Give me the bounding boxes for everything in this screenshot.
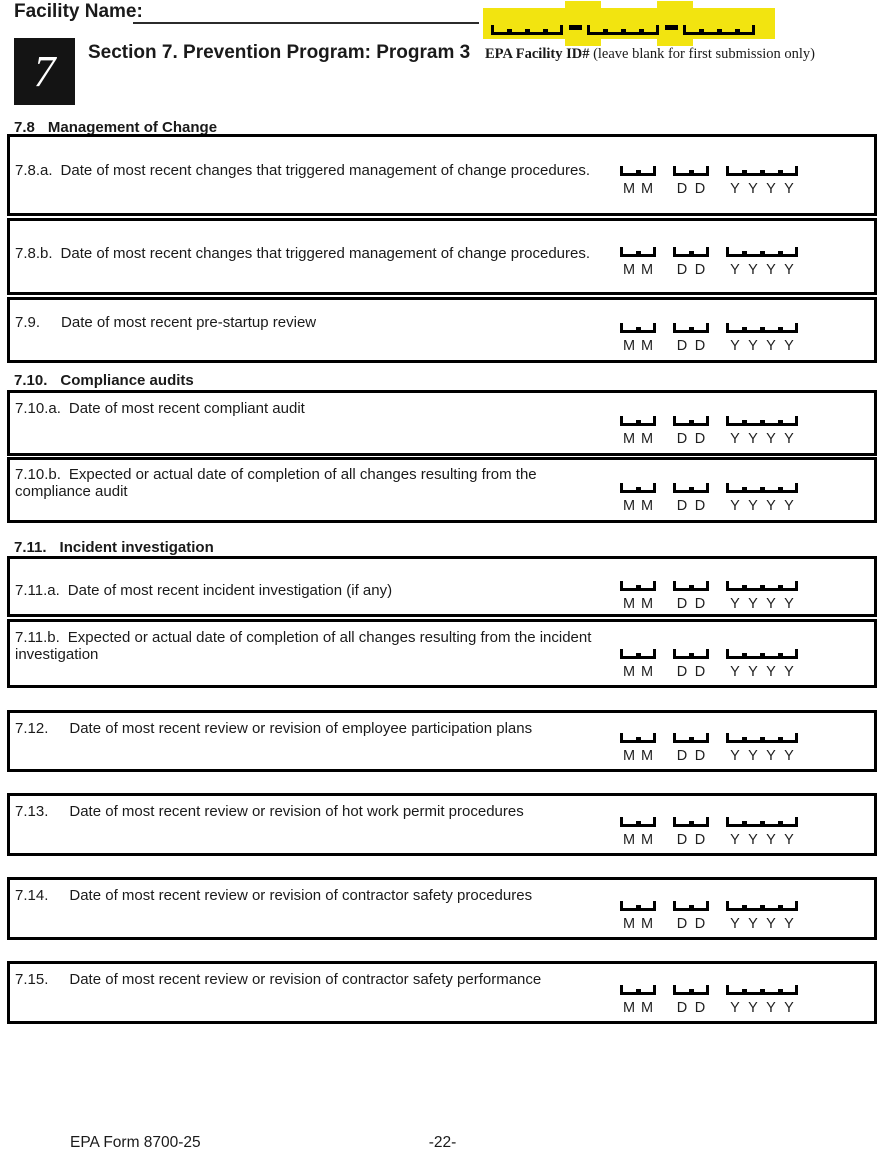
item-text: Date of most recent incident investigation (if any) [67, 582, 393, 599]
epa-id-entry-ticks[interactable] [491, 24, 755, 35]
section-header-number: 7.10. [14, 372, 48, 389]
form-row-7-12 [7, 710, 877, 772]
section-header-7-10 [14, 372, 194, 389]
date-input-7-10-a[interactable]: M M D D Y Y Y Y [620, 415, 798, 447]
section-header-title: Compliance audits [60, 372, 194, 389]
item-text: Date of most recent compliant audit [68, 400, 305, 417]
epa-id-note-rest: (leave blank for first submission only) [589, 46, 815, 62]
item-text: Date of most recent changes that triggered management of change procedures. [60, 245, 591, 262]
epa-id-note [485, 46, 815, 63]
item-number: 7.13. [15, 803, 49, 820]
facility-name-label: Facility Name: [14, 1, 143, 22]
item-number: 7.8.a. [15, 162, 53, 179]
epa-facility-id-field[interactable] [483, 8, 775, 39]
form-row-7-14 [7, 877, 877, 940]
item-text: Expected or actual date of completion of all changes resulting from the incident investigation [15, 629, 592, 664]
epa-id-note-bold: EPA Facility ID# [485, 46, 590, 62]
date-input-7-10-b[interactable]: M M D D Y Y Y Y [620, 482, 798, 514]
item-number: 7.11.b. [15, 629, 60, 646]
form-row-7-8-a [7, 134, 877, 216]
date-input-7-11-a[interactable]: M M D D Y Y Y Y [620, 580, 798, 612]
facility-name-input[interactable] [133, 0, 479, 24]
item-number: 7.10.a. [15, 400, 61, 417]
form-row-7-10-a [7, 390, 877, 456]
form-row-7-10-b [7, 457, 877, 523]
item-number: 7.15. [15, 971, 49, 988]
section-number-box [14, 38, 75, 105]
form-number: EPA Form 8700-25 [70, 1134, 201, 1151]
date-input-7-8-a[interactable]: M M D D Y Y Y Y [620, 165, 798, 197]
item-text: Date of most recent review or revision of contractor safety procedures [69, 887, 533, 904]
section-header-title: Management of Change [47, 119, 218, 136]
item-text: Date of most recent review or revision of employee participation plans [69, 720, 533, 737]
form-row-7-13 [7, 793, 877, 856]
item-text: Date of most recent pre-startup review [61, 314, 317, 331]
item-text: Date of most recent changes that triggered management of change procedures. [60, 162, 591, 179]
section-header-7-11 [14, 539, 214, 556]
form-row-7-9 [7, 297, 877, 363]
form-row-7-8-b [7, 218, 877, 295]
form-row-7-11-b [7, 619, 877, 688]
section-header-number: 7.8 [14, 119, 35, 136]
date-input-7-11-b[interactable]: M M D D Y Y Y Y [620, 648, 798, 680]
item-number: 7.11.a. [15, 582, 60, 599]
section-number: 7 [33, 47, 56, 96]
date-input-7-8-b[interactable]: M M D D Y Y Y Y [620, 246, 798, 278]
section-header-title: Incident investigation [59, 539, 214, 556]
section-title: Section 7. Prevention Program: Program 3 [88, 42, 471, 63]
item-text: Date of most recent review or revision of hot work permit procedures [69, 803, 524, 820]
item-number: 7.14. [15, 887, 49, 904]
item-number: 7.10.b. [15, 466, 61, 483]
form-row-7-11-a [7, 556, 877, 617]
item-text: Date of most recent review or revision of contractor safety performance [69, 971, 542, 988]
item-number: 7.8.b. [15, 245, 53, 262]
item-number: 7.12. [15, 720, 49, 737]
form-row-7-15 [7, 961, 877, 1024]
page-number: -22- [428, 1134, 457, 1151]
date-input-7-9[interactable]: M M D D Y Y Y Y [620, 322, 798, 354]
date-input-7-12[interactable]: M M D D Y Y Y Y [620, 732, 798, 764]
item-text: Expected or actual date of completion of all changes resulting from the compliance audit [15, 466, 537, 501]
section-header-number: 7.11. [14, 539, 47, 556]
date-input-7-14[interactable]: M M D D Y Y Y Y [620, 900, 798, 932]
date-input-7-13[interactable]: M M D D Y Y Y Y [620, 816, 798, 848]
item-number: 7.9. [15, 314, 41, 331]
date-input-7-15[interactable]: M M D D Y Y Y Y [620, 984, 798, 1016]
